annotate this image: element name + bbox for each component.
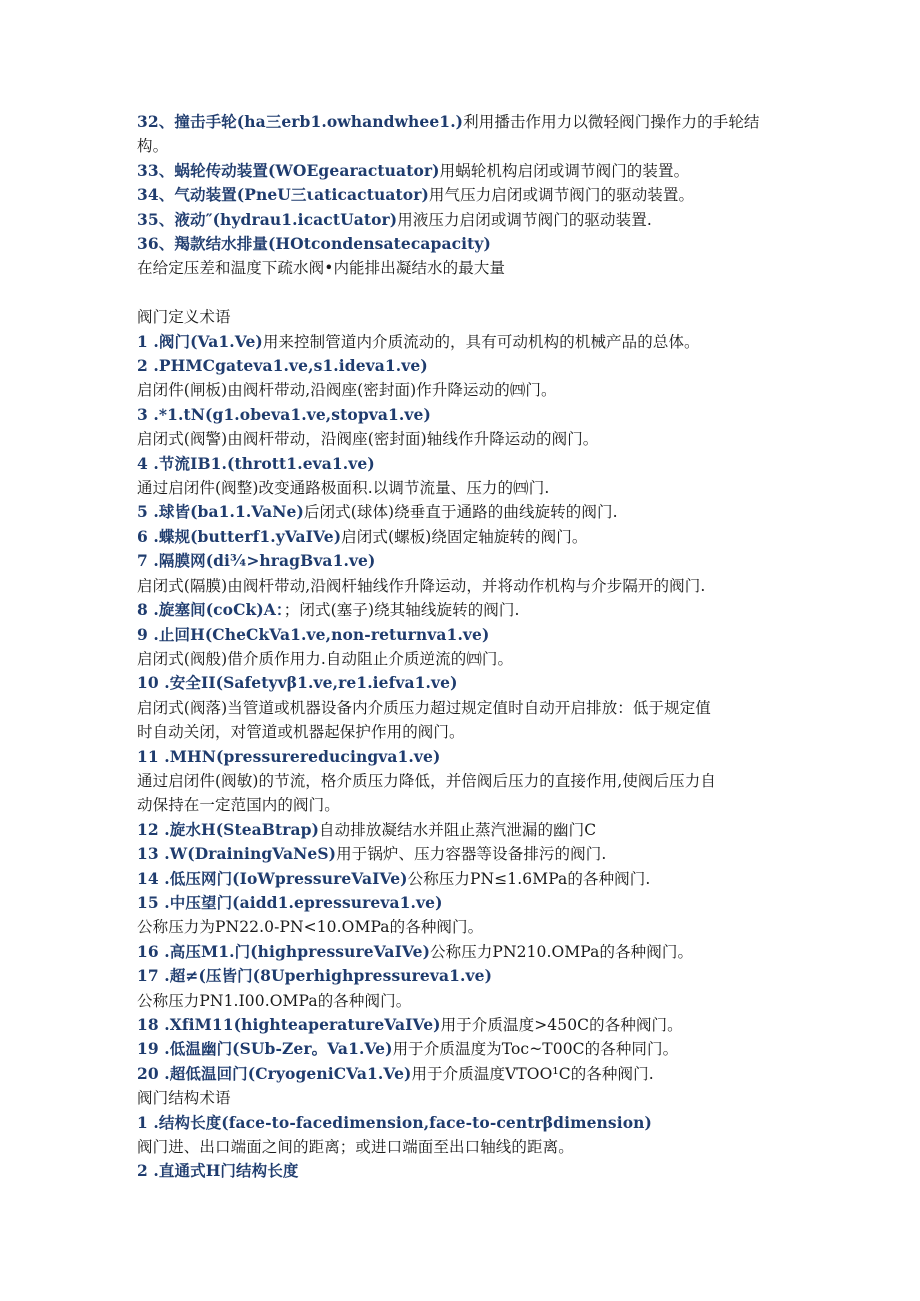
definition-text: 阀门定义术语 [137, 308, 231, 327]
definition-text: 用于介质温度VTOO¹C的各种阀门. [411, 1064, 654, 1083]
item-number: 13 . [137, 844, 170, 864]
text-line [137, 110, 787, 134]
text-line [137, 623, 787, 647]
definition-text: 启闭式(螺板)绕固定轴旋转的阀门。 [341, 527, 588, 546]
definition-text: 启闭式(阀落)当管道或机器设备内介质压力超过规定值时自动开启排放：低于规定值 [137, 698, 711, 717]
term-name: MHN(pressurereducingva1.ve) [169, 746, 441, 766]
term-name: 撞击手轮(ha三erb1.owhandwhee1.) [174, 112, 464, 131]
definition-text: 用蜗轮机构启闭或调节阀门的装置。 [439, 161, 690, 180]
item-number: 33、 [137, 160, 175, 180]
item-number: 36、 [137, 234, 175, 254]
term-name: 阀门(Va1.Ve) [158, 331, 263, 351]
text-line [137, 818, 787, 842]
item-number: 1 . [137, 331, 159, 351]
term-name: 蜗轮传动装置(WOEgearactuator) [174, 160, 440, 180]
blank-line [137, 281, 787, 305]
item-number: 17 . [137, 966, 170, 986]
text-line [137, 525, 787, 549]
definition-text: 公称压力PN≤1.6MPa的各种阀门. [407, 869, 651, 888]
definition-text: 用液压力启闭或调节阀门的驱动装置. [397, 210, 652, 229]
definition-text: ；闭式(塞子)绕其轴线旋转的阀门. [283, 601, 520, 620]
item-number: 16 . [137, 941, 170, 961]
text-line [137, 598, 787, 622]
item-number: 34、 [137, 185, 175, 205]
text-line [137, 500, 787, 524]
text-line [137, 915, 787, 939]
item-number: 20 . [137, 1063, 170, 1083]
term-name: 低温幽门(SUb-Zer。Va1.Ve) [169, 1039, 393, 1059]
term-name: 高压M1.门(highpressureVaIVe) [169, 941, 431, 961]
text-line [137, 354, 787, 378]
text-line [137, 305, 787, 329]
item-number: 7 . [137, 551, 159, 571]
term-name: *1.tN(g1.obeva1.ve,stopva1.ve) [158, 404, 431, 424]
term-name: 超低温回门(CryogeniCVa1.Ve) [169, 1063, 412, 1083]
definition-text: 启闭式(阀般)借介质作用力.自动阻止介质逆流的㈣门。 [137, 649, 514, 668]
term-name: 节流IB1.(thrott1.eva1.ve) [158, 453, 375, 473]
definition-text: 公称压力PN210.OMPa的各种阀门。 [430, 942, 694, 961]
term-name: 旋水H(SteaBtrap) [169, 819, 320, 839]
definition-text: 用气压力启闭或调节阀门的驱动装置。 [428, 186, 695, 205]
term-name: 气动装置(PneU三ιaticactuator) [174, 185, 429, 205]
item-number: 3 . [137, 404, 159, 424]
text-line [137, 183, 787, 207]
item-number: 9 . [137, 624, 159, 644]
text-line [137, 842, 787, 866]
text-line [137, 891, 787, 915]
definition-text: 利用播击作用力以微轻阀门操作力的手轮结 [463, 113, 760, 131]
text-line [137, 159, 787, 183]
item-number: 2 . [137, 356, 159, 376]
item-number: 2 . [137, 1161, 159, 1181]
definition-text: 启闭式(隔膜)由阀杆带动,沿阀杆轴线作升降运动，并将动作机构与介步隔开的阀门. [137, 576, 706, 595]
text-line [137, 696, 787, 720]
definition-text: 用来控制管道内介质流动的，具有可动机构的机械产品的总体。 [262, 332, 700, 351]
term-name: 直通式H门结构长度 [158, 1161, 299, 1181]
term-name: 止回H(CheCkVa1.ve,non-returnva1.ve) [158, 624, 490, 644]
text-line [137, 476, 787, 500]
item-number: 15 . [137, 892, 170, 912]
term-name: 蝶规(butterf1.yVaIVe) [158, 526, 342, 546]
item-number: 1 . [137, 1112, 159, 1132]
text-line [137, 1062, 787, 1086]
text-line [137, 1159, 787, 1183]
text-line [137, 793, 787, 817]
text-line [137, 256, 787, 280]
term-name: W(DrainingVaNeS) [169, 844, 337, 864]
item-number: 10 . [137, 673, 170, 693]
item-number: 14 . [137, 868, 170, 888]
term-name: 球皆(ba1.1.VaNe) [158, 502, 304, 522]
definition-text: 用于锅炉、压力容器等设备排污的阀门. [336, 845, 607, 864]
definition-text: 通过启闭件(阀整)改变通路极面积.以调节流量、压力的㈣门. [137, 479, 550, 498]
text-line [137, 1111, 787, 1135]
definition-text: 公称压力为PN22.0-PN<10.OMPa的各种阀门。 [137, 918, 484, 937]
item-number: 6 . [137, 526, 159, 546]
definition-text: 阀门进、出口端面之间的距离；或进口端面至出口轴线的距离。 [137, 1138, 574, 1157]
definition-text: 用于介质温度为Toc~T00C的各种同门。 [392, 1040, 679, 1059]
term-name: PHMCgateva1.ve,s1.ideva1.ve) [158, 356, 428, 376]
text-line [137, 647, 787, 671]
text-line [137, 330, 787, 354]
item-number: 18 . [137, 1015, 170, 1035]
term-name: 旋塞间(coCk)A： [158, 600, 284, 620]
definition-text: 公称压力PN1.I00.OMPa的各种阀门。 [137, 991, 412, 1010]
item-number: 5 . [137, 502, 159, 522]
definition-text: 阀门结构术语 [137, 1089, 231, 1108]
text-line [137, 720, 787, 744]
text-line [137, 208, 787, 232]
text-line [137, 867, 787, 891]
definition-text: 用于介质温度>450C的各种阀门。 [440, 1016, 683, 1035]
text-line [137, 452, 787, 476]
definition-text: 构。 [137, 137, 169, 156]
text-line [137, 574, 787, 598]
term-name: 安全II(Safetyvβ1.ve,re1.iefva1.ve) [169, 673, 458, 693]
text-line [137, 232, 787, 256]
definition-text: 动保持在一定范国内的阀门。 [137, 796, 340, 815]
item-number: 8 . [137, 600, 159, 620]
text-line [137, 378, 787, 402]
definition-text: 启闭件(闸板)由阀杆带动,沿阀座(密封面)作升降运动的㈣门。 [137, 381, 557, 400]
text-line [137, 1135, 787, 1159]
definition-text: 通过启闭件(阀敏)的节流，格介质压力降低，并倍阀后压力的直接作用,使阀后压力自 [137, 771, 716, 790]
term-name: 隔膜网(di¾>hragBva1.ve) [158, 551, 376, 571]
term-name: 超≠(压皆门(8Uperhighpressureva1.ve) [169, 966, 493, 986]
definition-text: 启闭式(阀警)由阀杆带动，沿阀座(密封面)轴线作升降运动的阀门。 [137, 430, 599, 449]
definition-text: 在给定压差和温度下疏水阀•内能排出凝结水的最大量 [137, 259, 506, 278]
text-line [137, 1086, 787, 1110]
item-number: 35、 [137, 209, 175, 229]
text-line [137, 134, 787, 158]
term-name: 中压望门(aidd1.epressureva1.ve) [169, 892, 443, 912]
text-line [137, 671, 787, 695]
text-line [137, 403, 787, 427]
item-number: 19 . [137, 1039, 170, 1059]
document-body [137, 110, 787, 1184]
text-line [137, 427, 787, 451]
definition-text: 自动排放凝结水并阻止蒸汽泄漏的幽门C [319, 820, 597, 839]
text-line [137, 1037, 787, 1061]
text-line [137, 549, 787, 573]
text-line [137, 769, 787, 793]
item-number: 32、 [137, 112, 175, 131]
term-name: 羯款结水排量(HOtcondensatecapacity) [174, 234, 491, 254]
text-line [137, 989, 787, 1013]
text-line [137, 964, 787, 988]
term-name: XfiM11(highteaperatureVaIVe) [169, 1015, 441, 1035]
term-name: 液动″(hydrau1.icactUator) [174, 209, 398, 229]
term-name: 低压网门(IoWpressureVaIVe) [169, 868, 408, 888]
definition-text: 后闭式(球体)绕垂直于通路的曲线旋转的阀门. [303, 503, 618, 522]
item-number: 12 . [137, 819, 170, 839]
text-line [137, 940, 787, 964]
definition-text: 时自动关闭，对管道或机器起保护作用的阀门。 [137, 723, 465, 742]
term-name: 结构长度(face-to-facedimension,face-to-centrβdimension) [158, 1112, 652, 1132]
item-number: 4 . [137, 453, 159, 473]
text-line [137, 745, 787, 769]
text-line [137, 1013, 787, 1037]
item-number: 11 . [137, 746, 170, 766]
